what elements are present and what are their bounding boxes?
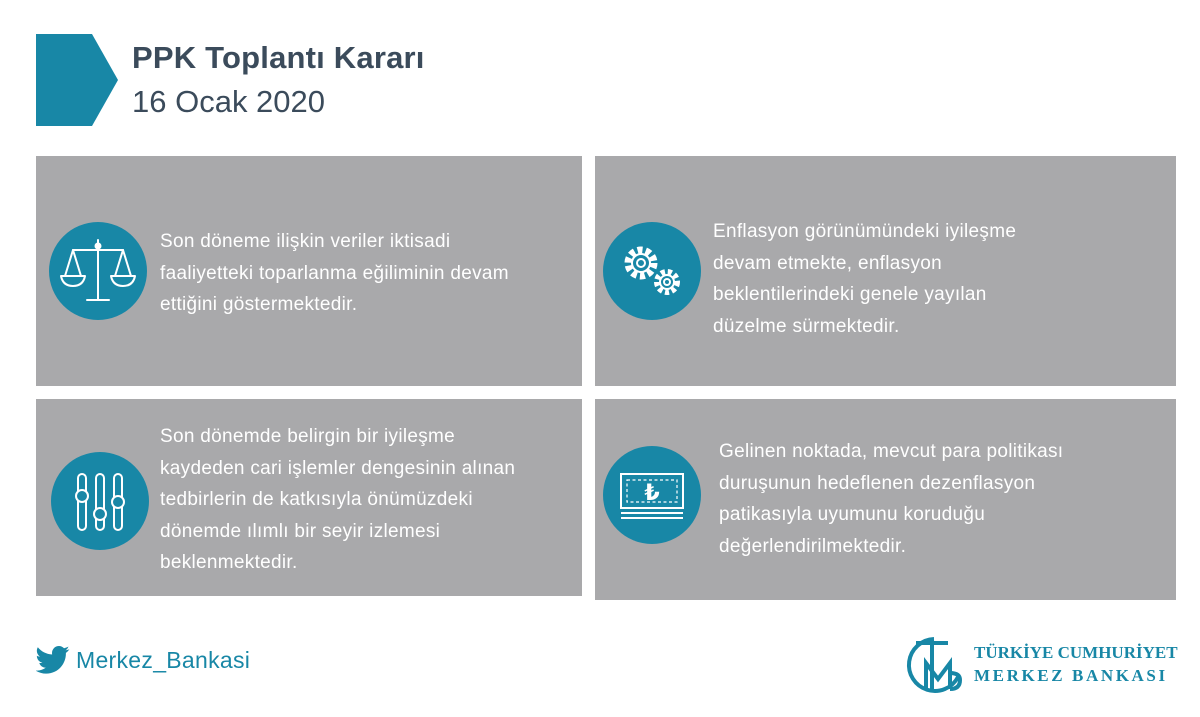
twitter-link[interactable] (36, 645, 250, 675)
card-text: Son dönemde belirgin bir iyileşme kaydeden cari işlemler dengesinin alınan tedbirlerin de katkısıyla önümüzdeki dönemde ılımlı bir seyir izlemesi beklenmektedir. (160, 426, 516, 573)
header-accent-chevron (36, 34, 118, 126)
logo-text-line1: TÜRKİYE CUMHURİYET (974, 643, 1178, 662)
card-inflation-outlook (595, 156, 1176, 386)
gears-icon (603, 222, 701, 320)
tcmb-monogram-icon (904, 633, 964, 699)
lira-symbol: ₺ (644, 481, 660, 506)
card-current-account (36, 399, 582, 596)
sliders-icon (51, 452, 149, 550)
card-text: Enflasyon görünümündeki iyileşme devam etmekte, enflasyon beklentilerindeki genele yayılan düzelme sürmektedir. (713, 221, 1017, 337)
page-title: PPK Toplantı Kararı (132, 40, 425, 75)
central-bank-logo (904, 633, 1178, 699)
scales-icon (49, 222, 147, 320)
lira-banknote-icon (603, 446, 701, 544)
card-text: Son döneme ilişkin veriler iktisadi faaliyetteki toparlanma eğiliminin devam ettiğini göstermektedir. (160, 231, 509, 315)
page-date: 16 Ocak 2020 (132, 84, 326, 119)
logo-text-line2: MERKEZ BANKASI (974, 666, 1168, 685)
card-economic-activity (36, 156, 582, 386)
card-text: Gelinen noktada, mevcut para politikası duruşunun hedeflenen dezenflasyon patikasıyla uyumunu koruduğu değerlendirilmektedir. (719, 441, 1064, 557)
twitter-handle: Merkez_Bankasi (76, 646, 251, 673)
card-monetary-policy (595, 399, 1176, 600)
twitter-bird-icon (36, 645, 70, 675)
